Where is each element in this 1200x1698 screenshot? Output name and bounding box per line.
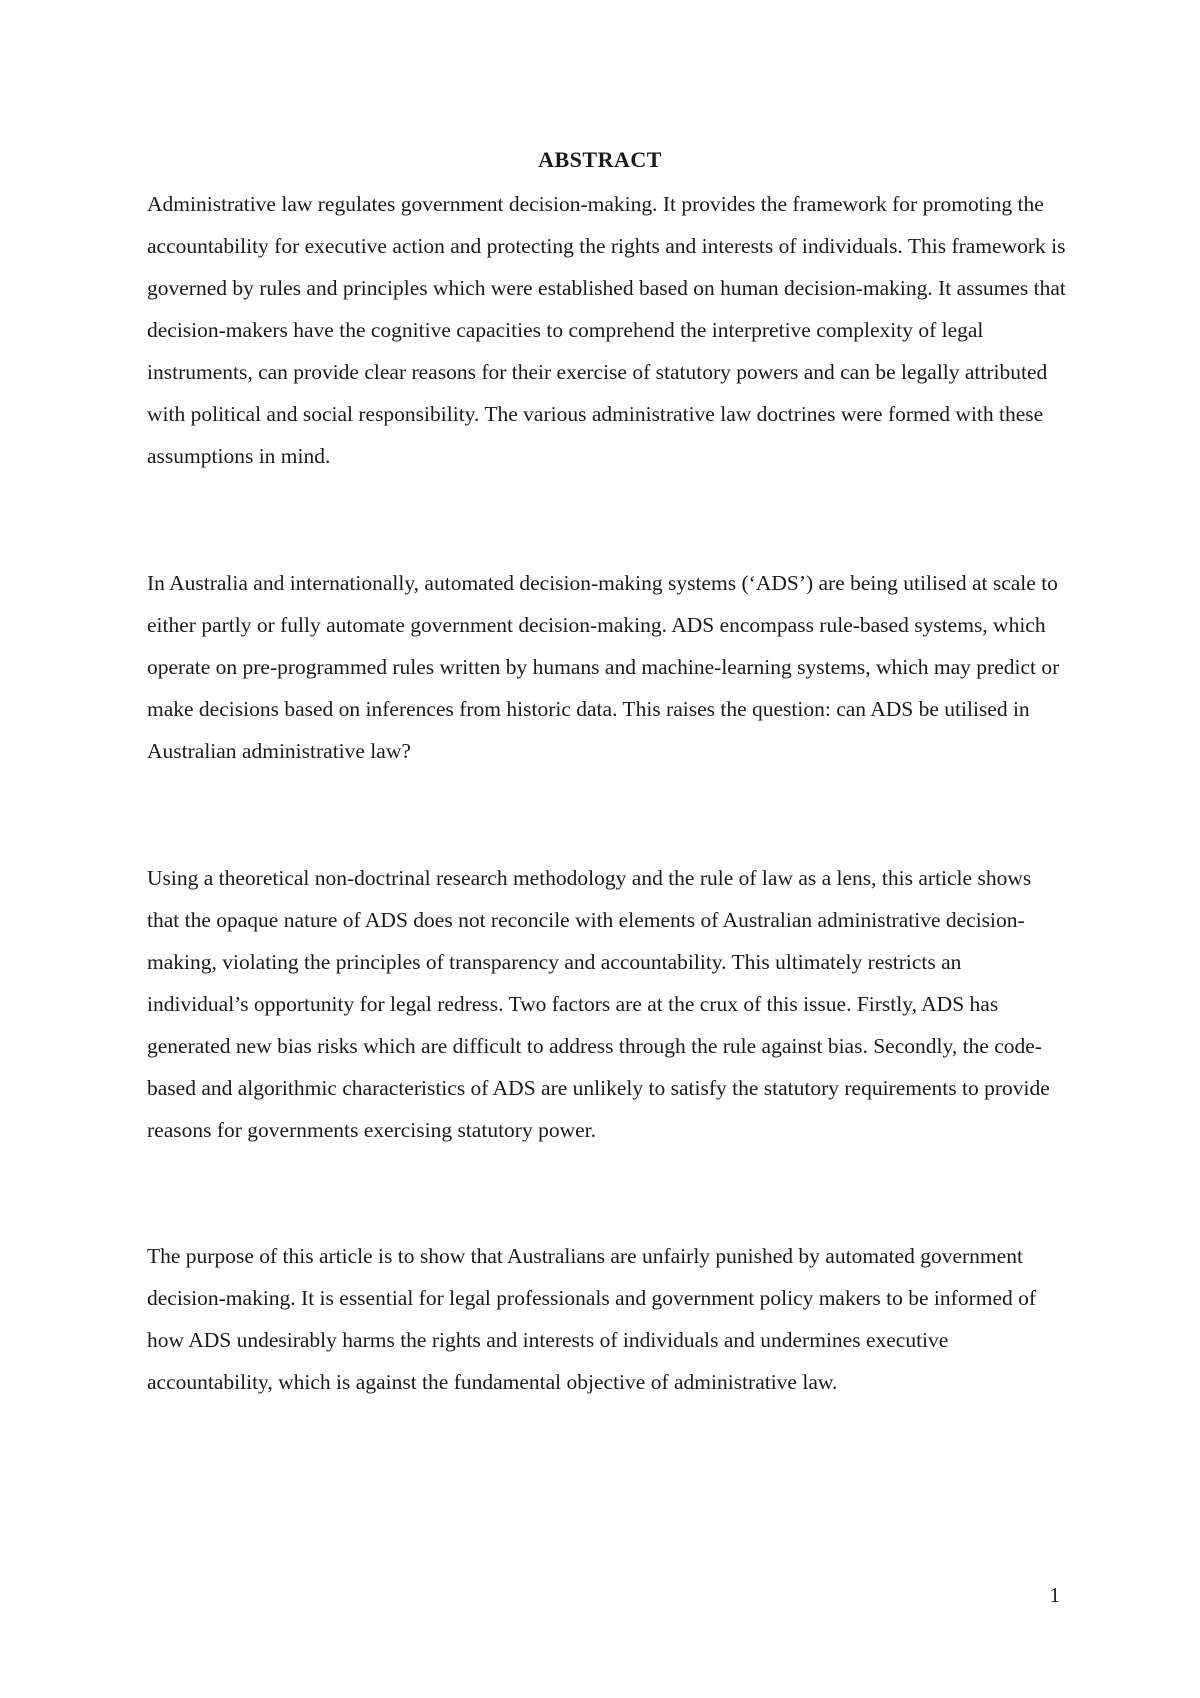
abstract-paragraph-2: In Australia and internationally, automated decision-making systems (‘ADS’) are being utilised at scale to either partly or fully automate government decision-making. ADS encompass rule-based systems, which operate on pre-programmed rules written by humans and machine-learning systems, which may predict or make decisions based on inferences from historic data. This raises the question: can ADS be utilised in Australian administrative law?	[147, 571, 1060, 763]
page-number: 1	[1049, 1583, 1060, 1607]
abstract-heading: ABSTRACT	[538, 147, 662, 172]
abstract-paragraph-3: Using a theoretical non-doctrinal research methodology and the rule of law as a lens, this article shows that the opaque nature of ADS does not reconcile with elements of Australian administrative decision-making, violating the principles of transparency and accountability. This ultimately restricts an individual’s opportunity for legal redress. Two factors are at the crux of this issue. Firstly, ADS has generated new bias risks which are difficult to address through the rule against bias. Secondly, the code-based and algorithmic characteristics of ADS are unlikely to satisfy the statutory requirements to provide reasons for governments exercising statutory power.	[147, 866, 1050, 1142]
abstract-paragraph-1: Administrative law regulates government decision-making. It provides the framework for promoting the accountability for executive action and protecting the rights and interests of individuals. This framework is governed by rules and principles which were established based on human decision-making. It assumes that decision-makers have the cognitive capacities to comprehend the interpretive complexity of legal instruments, can provide clear reasons for their exercise of statutory powers and can be legally attributed with political and social responsibility. The various administrative law doctrines were formed with these assumptions in mind.	[147, 192, 1066, 468]
abstract-paragraph-4: The purpose of this article is to show that Australians are unfairly punished by automated government decision-making. It is essential for legal professionals and government policy makers to be informed of how ADS undesirably harms the rights and interests of individuals and undermines executive accountability, which is against the fundamental objective of administrative law.	[147, 1244, 1037, 1394]
